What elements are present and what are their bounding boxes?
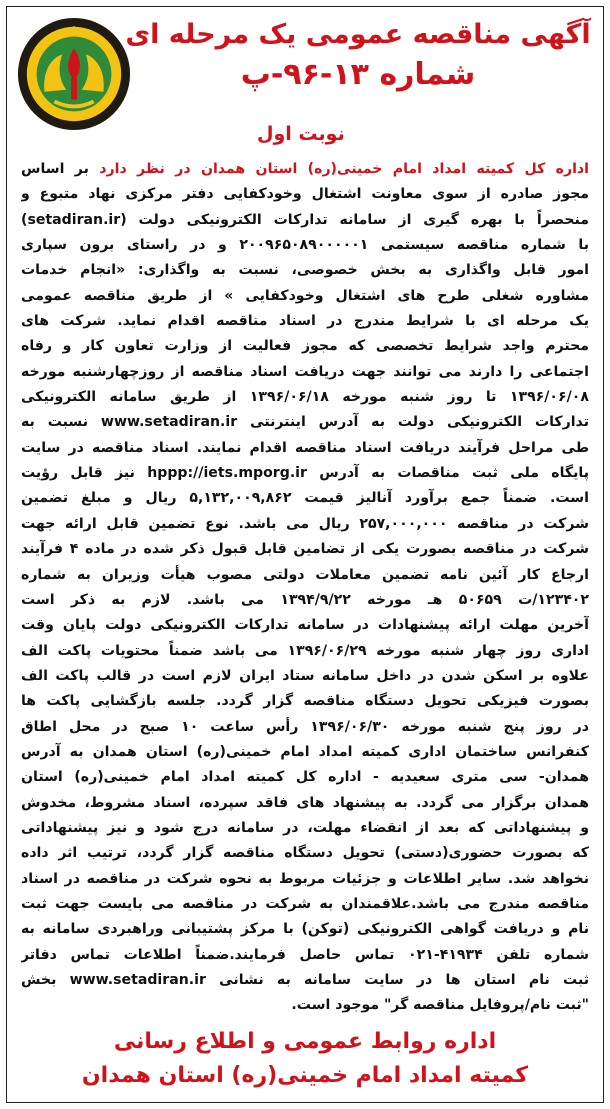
announcement-body — [21, 157, 589, 1019]
body-line: تدارکات الکترونیکی دولت به آدرس اینترنتی www.setadiran.ir نسبت به — [21, 414, 589, 431]
page-title: آگهی مناقصه عمومی یک مرحله ای — [125, 19, 591, 50]
body-line: ۱۳۹۶/۰۶/۰۸ تا روز شنبه مورخه ۱۳۹۶/۰۶/۱۸ از طریق سامانه الکترونیکی — [21, 389, 589, 406]
body-line: بصورت فیزیکی تحویل دستگاه مناقصه گزار گردد. جلسه بازگشایی پاکت ها — [21, 693, 589, 710]
body-line: امور قابل واگذاری به بخش خصوصی، نسبت به واگذاری: «انجام خدمات — [21, 262, 589, 279]
body-line: ۱۲۳۴۰۲/ت ۵۰۶۵۹ هـ مورخه ۱۳۹۴/۹/۲۲ می باشد. لازم به ذکر است — [21, 591, 589, 608]
body-line: نام و دریافت گواهی الکترونیکی (توکن) با مرکز پشتیبانی وراهبردی سامانه به — [21, 921, 589, 938]
title-block — [125, 15, 591, 95]
body-line: همدان برگزار می گردد. به پیشنهاد های فاقد سپرده، اسناد مشروط، مخدوش — [21, 794, 589, 811]
footer-department: اداره روابط عمومی و اطلاع رسانی — [113, 1029, 497, 1054]
emblem-dots — [72, 26, 77, 31]
body-line: اجتماعی را دارند می توانند جهت دریافت اسناد مناقصه از روزچهارشنبه مورخه — [21, 363, 589, 380]
body-line: مناقصه مندرج می باشد.علاقمندان به شرکت در مناقصه می بایست جهت ثبت — [21, 895, 589, 912]
body-line: یک مرحله ای با شرایط مندرج در اسناد مناقصه اقدام نماید. شرکت های — [21, 313, 589, 330]
body-line: محترم واجد شرایط تخصصی که مجوز فعالیت از وزارت تعاون کار و رفاه — [21, 338, 589, 355]
body-line: منحصراً با بهره گیری از سامانه تدارکات الکترونیکی دولت (setadiran.ir) — [21, 211, 589, 228]
header — [7, 7, 603, 145]
emblem-logo — [15, 15, 133, 133]
body-line: شماره تلفن ۴۱۹۳۴-۰۲۱ تماس حاصل فرمایند.ضمناً اطلاعات تماس دفاتر — [21, 946, 589, 963]
body-line: کنفرانس ساختمان اداری کمیته امداد امام خمینی(ره) استان همدان به آدرس — [21, 743, 589, 760]
body-line: مجوز صادره از سوی معاونت اشتغال وخودکفایی دفتر مرکزی نهاد متبوع و — [21, 186, 589, 203]
body-line: است. ضمناً جمع برآورد آنالیز قیمت ۵,۱۳۲,۰۰۹,۸۶۲ ریال و مبلغ تضمین — [21, 490, 589, 507]
body-line: شرکت در مناقصه ۲۵۷,۰۰۰,۰۰۰ ریال می باشد. نوع تضمین قابل ارائه جهت — [21, 515, 589, 532]
body-line-last: "ثبت نام/پروفایل مناقصه گر" موجود است. — [291, 997, 589, 1014]
body-line: همدان- سی متری سعیدیه - اداره کل کمیته امداد امام خمینی(ره) استان — [21, 769, 589, 786]
tender-number: شماره ۱۳-۹۶-پ — [240, 57, 476, 92]
footer-signature — [7, 1025, 603, 1093]
publication-round: نوبت اول — [257, 123, 345, 145]
body-line: نخواهد شد. سایر اطلاعات و جزئیات مربوط به نحوه شرکت در مناقصه در اسناد — [21, 870, 589, 887]
body-line: مشاوره شغلی طرح های اشتغال وخودکفایی » از طریق مناقصه عمومی — [21, 287, 589, 304]
body-line: طی مراحل فرآیند دریافت اسناد مناقصه اقدام نمایند. اسناد مناقصه در سایت — [21, 439, 589, 456]
body-line: ارجاع کار آئین نامه تضمین معاملات دولتی مصوب هیأت وزیران به شماره — [21, 566, 589, 583]
body-line: که بصورت حضوری(دستی) تحویل دستگاه مناقصه گزار گردد، ترتیب اثر داده — [21, 845, 589, 862]
body-lead: اداره کل کمیته امداد امام خمینی(ره) استان همدان در نظر دارد — [99, 161, 589, 177]
advertisement-frame — [6, 6, 604, 1103]
footer-organization: کمیته امداد امام خمینی(ره) استان همدان — [81, 1063, 529, 1088]
body-line: و پیشنهاداتی که بعد از انقضاء مهلت، در سامانه درج شود و نیز پیشنهاداتی — [21, 819, 589, 836]
body-line: شرکت در مناقصه بصورت یکی از تضامین قابل قبول ذکر شده در ماده ۴ فرآیند — [21, 541, 589, 558]
body-line: اداری روز چهار شنبه مورخه ۱۳۹۶/۰۶/۲۹ می باشد ضمناً محتویات پاکت الف — [21, 642, 589, 659]
body-line: با شماره مناقصه سیستمی ۲۰۰۹۶۵۰۸۹۰۰۰۰۰۱ و در راستای برون سپاری — [21, 237, 589, 254]
body-line: پایگاه ملی ثبت مناقصات به آدرس hppp://iets.mporg.ir نیز قابل رؤیت — [21, 465, 589, 482]
body-line: آخرین مهلت ارائه پیشنهادات در سامانه تدارکات الکترونیکی دولت پایان وقت — [21, 617, 589, 634]
emblem-stem — [71, 78, 77, 100]
body-line: علاوه بر اسکن شدن در داخل سامانه ستاد ایران لازم است در قالب پاکت الف — [21, 667, 589, 684]
body-line: ثبت نام استان ها در سایت سامانه به نشانی www.setadiran.ir بخش — [21, 972, 589, 988]
body-line-1: اداره کل کمیته امداد امام خمینی(ره) استان همدان در نظر دارد بر اساس — [21, 161, 589, 177]
body-line: در روز پنج شنبه مورخه ۱۳۹۶/۰۶/۳۰ رأس ساعت ۱۰ صبح در محل اطاق — [21, 718, 589, 735]
